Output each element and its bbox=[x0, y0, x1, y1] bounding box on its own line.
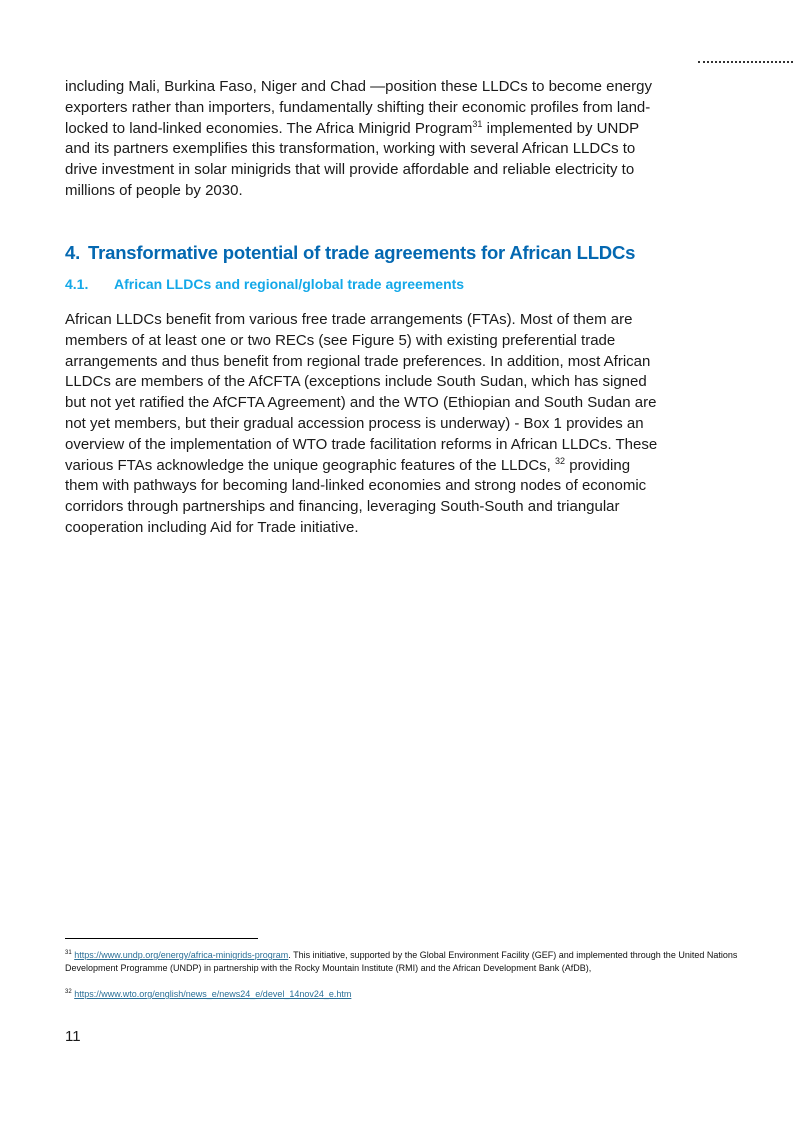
page-number: 11 bbox=[65, 1028, 81, 1045]
body-paragraph-1 bbox=[65, 77, 745, 202]
footnote-number: 32 bbox=[65, 989, 72, 995]
text-line bbox=[65, 119, 745, 140]
text: providing bbox=[565, 456, 631, 474]
text: various FTAs acknowledge the unique geographic features of the LLDCs, bbox=[65, 456, 556, 474]
text-line: arrangements and thus benefit from regional trade preferences. In addition, most African bbox=[65, 352, 651, 370]
text-line: but not yet ratified the AfCFTA Agreement) and the WTO (Ethiopian and South Sudan are bbox=[65, 394, 657, 412]
text-line: LLDCs are members of the AfCFTA (exceptions include South Sudan, which has signed bbox=[65, 373, 647, 391]
text-line: cooperation including Aid for Trade initiative. bbox=[65, 518, 359, 536]
section-number: 4. bbox=[65, 242, 81, 263]
text-line: drive investment in solar minigrids that will provide affordable and reliable electricity to bbox=[65, 161, 635, 179]
subsection-number: 4.1. bbox=[65, 276, 89, 292]
text: implemented by UNDP bbox=[482, 119, 640, 137]
footnote-link[interactable]: https://www.undp.org/energy/africa-minigrids-program bbox=[74, 950, 289, 960]
subsection-heading bbox=[65, 276, 464, 292]
text-line bbox=[65, 456, 745, 477]
footnote-ref[interactable]: 32 bbox=[555, 455, 566, 466]
footnote-text: . This initiative, supported by the Global Environment Facility (GEF) and implemented through the United Nations Development Programme (UNDP) in partnership with the Rocky Mountain Institute (RMI) and the African Development Bank (AfDB), bbox=[65, 950, 738, 973]
text-line: African LLDCs benefit from various free trade arrangements (FTAs). Most of them are bbox=[65, 311, 633, 328]
text-line: including Mali, Burkina Faso, Niger and Chad —position these LLDCs to become energy bbox=[65, 78, 652, 95]
text-line: and its partners exemplifies this transformation, working with several African LLDCs to bbox=[65, 140, 636, 158]
text-line: them with pathways for becoming land-linked economies and strong nodes of economic bbox=[65, 477, 647, 495]
body-paragraph-2 bbox=[65, 310, 745, 539]
text-line: not yet members, but their gradual accession process is underway) - Box 1 provides an bbox=[65, 414, 644, 432]
text-line: members of at least one or two RECs (see Figure 5) with existing preferential trade bbox=[65, 331, 616, 349]
section-heading bbox=[65, 242, 635, 264]
footnote-separator bbox=[65, 938, 258, 939]
text-line: exporters rather than importers, fundamentally shifting their economic profiles from land- bbox=[65, 98, 651, 116]
footnote-number: 31 bbox=[65, 950, 72, 956]
text-line: millions of people by 2030. bbox=[65, 181, 243, 199]
text: locked to land-linked economies. The Africa Minigrid Program bbox=[65, 119, 473, 137]
text-line: corridors through partnerships and financing, leveraging South-South and triangular bbox=[65, 498, 620, 516]
text-line: overview of the implementation of WTO trade facilitation reforms in African LLDCs. These bbox=[65, 435, 658, 453]
footnote-ref[interactable]: 31 bbox=[472, 118, 483, 129]
footnote-32 bbox=[65, 988, 755, 1001]
subsection-title: African LLDCs and regional/global trade agreements bbox=[114, 276, 465, 292]
footnote-link[interactable]: https://www.wto.org/english/news_e/news24_e/devel_14nov24_e.htm bbox=[74, 989, 352, 999]
footnote-31 bbox=[65, 949, 755, 975]
header-dotted-rule bbox=[698, 61, 793, 63]
section-title: Transformative potential of trade agreements for African LLDCs bbox=[88, 242, 636, 263]
